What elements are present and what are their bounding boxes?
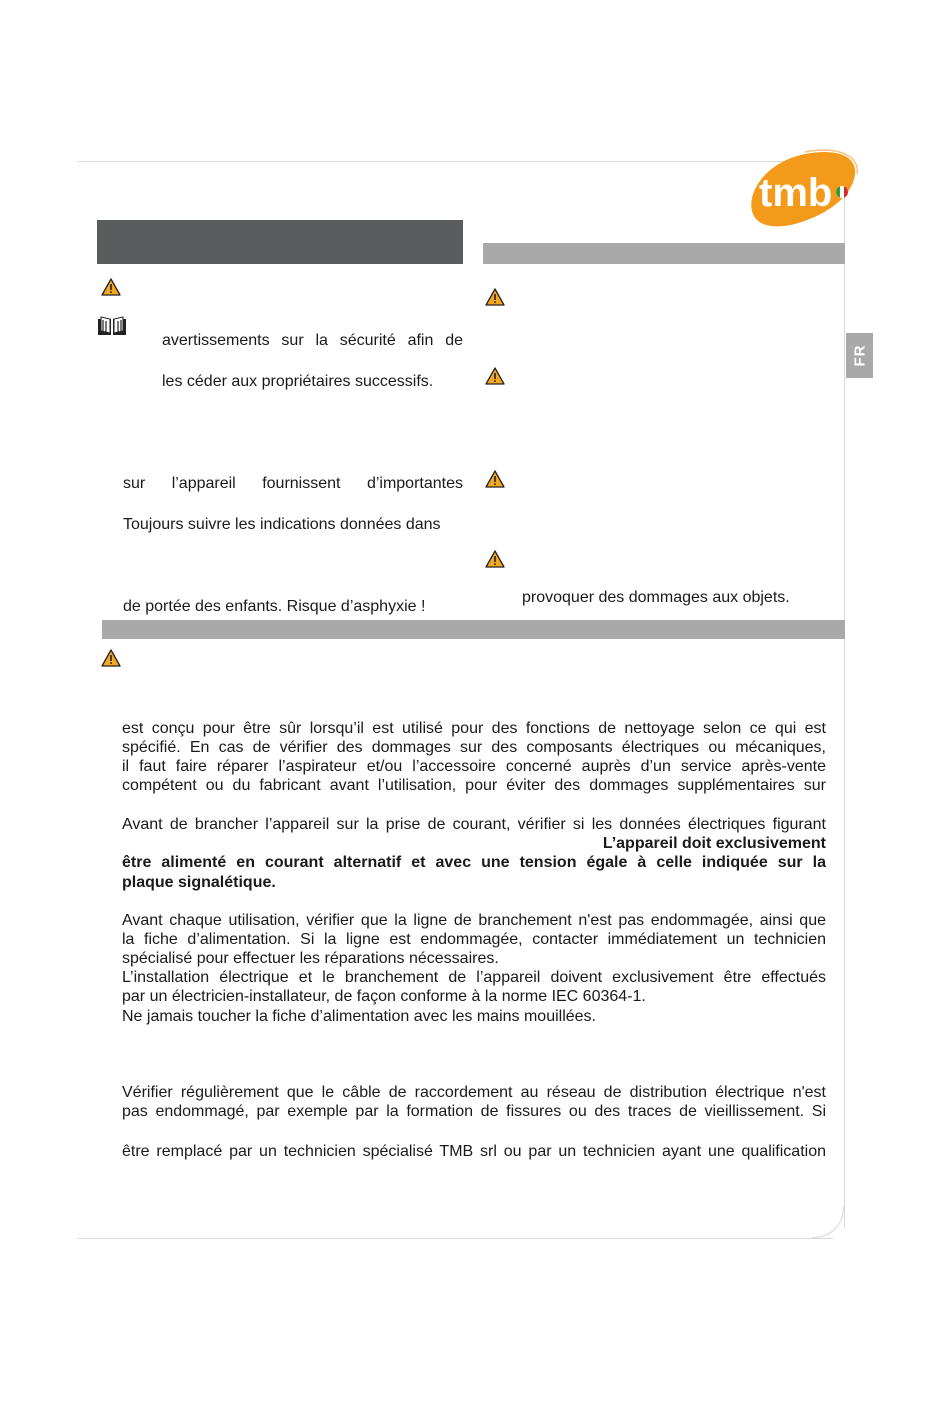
body-line: spécifié. En cas de vérifier des dommages sur des composants électriques ou mécaniques,	[122, 739, 826, 756]
left-text-line: avertissements sur la sécurité afin de	[162, 332, 463, 349]
body-line: Vérifier régulièrement que le câble de raccordement au réseau de distribution électrique n'est	[122, 1084, 826, 1101]
body-line-bold: être alimenté en courant alternatif et avec une tension égale à celle indiquée sur la	[122, 854, 826, 871]
left-text-line: sur l’appareil fournissent d’importantes	[123, 475, 463, 492]
section-header-bar-right	[483, 243, 845, 264]
body-line: par un électricien-installateur, de façon conforme à la norme IEC 60364-1.	[122, 988, 646, 1005]
warning-icon	[485, 470, 505, 488]
body-line: Avant chaque utilisation, vérifier que la ligne de branchement n'est pas endommagée, ainsi que	[122, 912, 826, 929]
warning-icon	[485, 367, 505, 385]
left-text-line: les céder aux propriétaires successifs.	[162, 373, 434, 390]
body-line: pas endommagé, par exemple par la formation de fissures ou des traces de vieillissement. Si	[122, 1103, 826, 1120]
left-text-line: de portée des enfants. Risque d’asphyxie !	[123, 598, 426, 615]
top-rule	[78, 161, 808, 162]
body-line: Avant de brancher l’appareil sur la prise de courant, vérifier si les données électriques figurant	[122, 816, 826, 833]
section-header-bar-full	[102, 620, 845, 639]
warning-icon	[485, 288, 505, 306]
warning-icon	[485, 550, 505, 568]
body-line: être remplacé par un technicien spécialisé TMB srl ou par un technicien ayant une qualification	[122, 1143, 826, 1160]
body-line: il faut faire réparer l’aspirateur et/ou l’accessoire concerné auprès d’un service après-vente	[122, 758, 826, 775]
left-text-line: Toujours suivre les indications données dans	[123, 516, 441, 533]
manual-book-icon	[97, 316, 127, 336]
body-line-bold: plaque signalétique.	[122, 874, 276, 891]
warning-icon	[101, 649, 121, 667]
body-line-bold: L’appareil doit exclusivement	[602, 835, 826, 852]
body-line: est conçu pour être sûr lorsqu’il est utilisé pour des fonctions de nettoyage selon ce qui est	[122, 720, 826, 737]
bottom-rule	[78, 1238, 833, 1239]
body-line: L’installation électrique et le branchement de l’appareil doivent exclusivement être effectués	[122, 969, 826, 986]
language-tab	[846, 333, 873, 378]
body-line: spécialisé pour effectuer les réparations nécessaires.	[122, 950, 499, 967]
body-line: compétent ou du fabricant avant l’utilisation, pour éviter des dommages supplémentaires sur	[122, 777, 826, 794]
right-frame-line	[844, 170, 845, 1228]
warning-icon	[101, 278, 121, 296]
frame-corner	[812, 1206, 844, 1238]
tmb-logo	[745, 144, 860, 232]
language-tab-label: FR	[851, 344, 868, 367]
right-text-line: provoquer des dommages aux objets.	[522, 589, 790, 606]
section-header-bar-dark	[97, 220, 463, 264]
body-line: Ne jamais toucher la fiche d’alimentation avec les mains mouillées.	[122, 1008, 596, 1025]
svg-text:tmb: tmb	[759, 171, 833, 215]
body-line: la fiche d’alimentation. Si la ligne est endommagée, contacter immédiatement un technicien	[122, 931, 826, 948]
